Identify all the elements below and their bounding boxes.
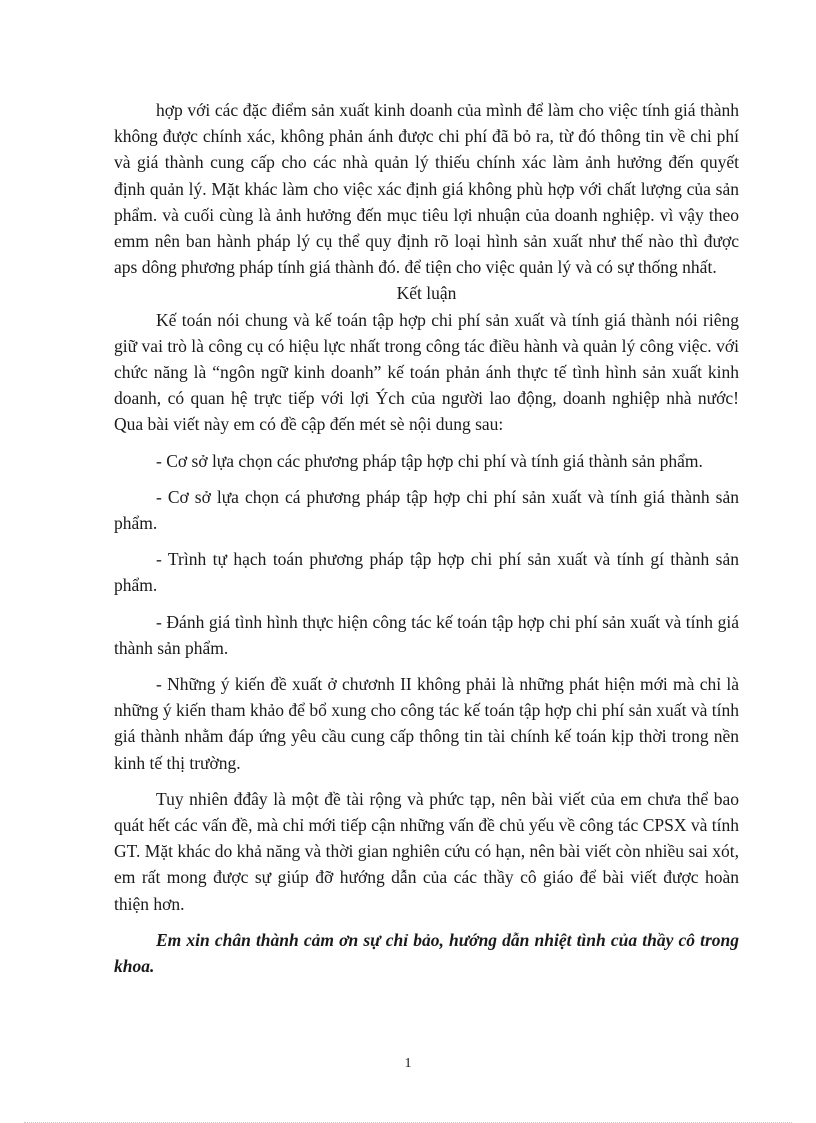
intro-paragraph: Kế toán nói chung và kế toán tập hợp chi phí sản xuất và tính giá thành nói riêng giữ vai trò là công cụ có hiệu lực nhất trong công tác điều hành và quản lý công việc. với chức năng là “ngôn ngữ kinh doanh” kế toán phản ánh thực tế tình hình sản xuất kinh doanh, có quan hệ trực tiếp với lợi Ých của người lao động, doanh nghiệp nhà nước! Qua bài viết này em có đề cập đến mét sè nội dung sau: — [114, 309, 739, 435]
document-body — [114, 97, 739, 979]
closing-statement: Em xin chân thành cảm ơn sự chỉ bảo, hướng dẫn nhiệt tình của thầy cô trong khoa. — [114, 929, 739, 977]
bullet-item: - Đánh giá tình hình thực hiện công tác kế toán tập hợp chi phí sản xuất và tính giá thành sản phẩm. — [114, 611, 739, 658]
bullet-item: - Cơ sở lựa chọn cá phương pháp tập hợp chi phí sản xuất và tính giá thành sản phẩm. — [114, 486, 739, 534]
bullet-item: - Những ý kiến đề xuất ở chươnh II không phải là những phát hiện mới mà chỉ là những ý kiến tham khảo để bổ xung cho công tác kế toán tập hợp chi phí sản xuất và tính giá thành nhằm đáp ứng yêu cầu cung cấp thông tin tài chính kế toán kịp thời trong nền kinh tế thị trường. — [114, 674, 739, 773]
bullet-item: - Trình tự hạch toán phương pháp tập hợp chi phí sản xuất và tính gí thành sản phẩm. — [114, 549, 739, 596]
section-heading: Kết luận — [396, 283, 457, 304]
final-paragraph: Tuy nhiên đđây là một đề tài rộng và phức tạp, nên bài viết của em chưa thể bao quát hết các vấn đề, mà chỉ mới tiếp cận những vấn đề chủ yếu về công tác CPSX và tính GT. Mặt khác do khả năng và thời gian nghiên cứu có hạn, nên bài viết còn nhiều sai xót, em rất mong được sự giúp đỡ hướng dẫn của các thầy cô giáo để bài viết được hoàn thiện hơn. — [114, 788, 739, 914]
continuation-paragraph: hợp với các đặc điểm sản xuất kinh doanh của mình để làm cho việc tính giá thành không được chính xác, không phản ánh được chi phí đã bỏ ra, từ đó thông tin về chi phí và giá thành cung cấp cho các nhà quản lý thiếu chính xác làm ảnh hưởng đến quyết định quản lý. Mặt khác làm cho việc xác định giá không phù hợp với chất lượng của sản phẩm. và cuối cùng là ảnh hưởng đến mục tiêu lợi nhuận của doanh nghiệp. vì vậy theo emm nên ban hành pháp lý cụ thể quy định rõ loại hình sản xuất như thế nào thì được aps dông phương pháp tính giá thành đó. để tiện cho việc quản lý và có sự thống nhất. — [114, 100, 739, 278]
bullet-item: - Cơ sở lựa chọn các phương pháp tập hợp chi phí và tính giá thành sản phẩm. — [156, 450, 703, 471]
page-number: 1 — [404, 1056, 412, 1071]
